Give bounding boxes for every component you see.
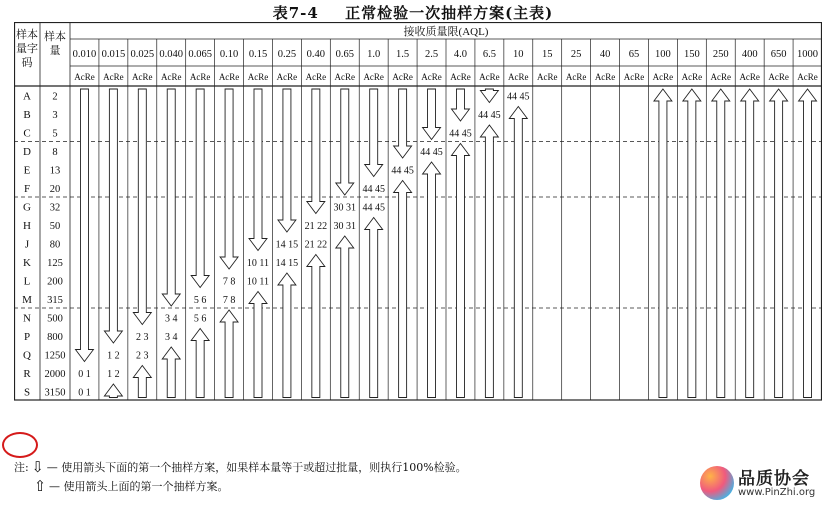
row-code: B <box>23 108 31 121</box>
row-code: Q <box>23 349 31 362</box>
up-arrow-icon <box>336 236 354 398</box>
row-size: 800 <box>47 331 63 343</box>
up-arrow-icon <box>191 329 209 398</box>
aql-value: 0.025 <box>130 49 155 60</box>
ac-re-label: AcRe <box>508 72 529 82</box>
row-code: F <box>23 182 31 195</box>
aql-value: 0.040 <box>159 49 184 60</box>
table-title <box>0 2 826 23</box>
ac-re-label: AcRe <box>421 72 442 82</box>
up-arrow-icon <box>741 89 759 398</box>
row-code: K <box>23 256 31 269</box>
ac-re-label: AcRe <box>74 72 95 82</box>
row-size: 3 <box>52 109 58 121</box>
down-arrow-icon <box>336 89 354 195</box>
ac-re-value: 44 45 <box>362 202 385 214</box>
ac-re-value: 44 45 <box>420 146 443 158</box>
down-arrow-icon <box>191 89 209 288</box>
aql-value: 150 <box>683 49 700 60</box>
down-arrow-icon <box>307 89 325 214</box>
logo-url: www.PinZhi.org <box>738 487 816 498</box>
row-size: 5 <box>52 128 58 140</box>
ac-re-label: AcRe <box>797 72 818 82</box>
up-arrow-icon <box>162 347 180 398</box>
ac-re-value: 30 31 <box>333 202 357 214</box>
ac-re-value: 1 2 <box>107 368 120 380</box>
row-code: S <box>23 386 31 399</box>
row-code: M <box>22 293 32 306</box>
aql-value: 0.40 <box>306 49 326 60</box>
ac-re-value: 30 31 <box>333 220 357 232</box>
row-code: L <box>23 275 31 288</box>
row-size: 32 <box>49 202 61 214</box>
up-arrow-icon <box>712 89 730 398</box>
ac-re-value: 21 22 <box>304 220 328 232</box>
ac-re-label: AcRe <box>536 72 558 82</box>
up-arrow-icon <box>220 310 238 398</box>
aql-value: 10 <box>513 49 524 60</box>
ac-re-value: 21 22 <box>304 239 328 251</box>
row-code: H <box>23 219 31 232</box>
up-arrow-icon <box>451 144 469 398</box>
ac-re-value: 44 45 <box>449 128 472 140</box>
header-code: 码 <box>21 57 33 69</box>
ac-re-label: AcRe <box>594 72 616 82</box>
aql-value: 0.10 <box>219 49 239 60</box>
up-arrow-icon <box>104 384 122 398</box>
aql-value: 1000 <box>797 49 819 60</box>
ac-re-label: AcRe <box>160 72 182 82</box>
note-down-text: — 使用箭头下面的第一个抽样方案，如果样本量等于或超过批量，则执行100%检验。 <box>46 461 467 474</box>
row-code: R <box>23 367 31 380</box>
ac-re-label: AcRe <box>768 72 789 82</box>
down-arrow-icon <box>249 89 267 251</box>
down-arrow-icon <box>278 89 296 232</box>
ac-re-value: 5 6 <box>193 313 207 325</box>
aql-value: 2.5 <box>424 49 439 60</box>
row-size: 80 <box>49 239 61 251</box>
down-arrow-icon <box>220 89 238 269</box>
note-down <box>14 458 467 477</box>
ac-re-value: 7 8 <box>222 276 236 288</box>
ac-re-label: AcRe <box>218 72 240 82</box>
row-code: E <box>23 164 31 177</box>
notes <box>14 458 467 496</box>
header-aql: 接收质量限(AQL) <box>403 26 489 38</box>
ac-re-value: 3 4 <box>164 313 178 325</box>
row-size: 125 <box>47 257 63 269</box>
ac-re-value: 5 6 <box>193 294 207 306</box>
ac-re-label: AcRe <box>652 72 674 82</box>
up-arrow-icon <box>394 181 412 398</box>
up-arrow-icon <box>799 89 817 398</box>
down-arrow-icon <box>394 89 412 158</box>
row-size: 500 <box>47 313 63 325</box>
up-arrow-icon <box>480 125 498 398</box>
aql-value: 0.065 <box>188 49 212 60</box>
ac-re-value: 10 11 <box>246 276 270 288</box>
table-number: 表7-4 <box>272 4 319 22</box>
ac-re-label: AcRe <box>132 72 153 82</box>
row-size: 200 <box>47 276 63 288</box>
down-arrow-icon <box>423 89 441 140</box>
up-arrow-icon <box>278 273 296 398</box>
ac-re-label: AcRe <box>363 72 384 82</box>
ac-re-value: 10 11 <box>246 257 270 269</box>
ac-re-value: 1 2 <box>107 350 120 362</box>
ac-re-label: AcRe <box>189 72 211 82</box>
aql-value: 100 <box>655 49 671 60</box>
note-up <box>14 477 467 496</box>
aql-value: 40 <box>599 49 611 60</box>
row-size: 3150 <box>44 387 66 399</box>
ac-re-label: AcRe <box>710 72 732 82</box>
ac-re-value: 2 3 <box>136 331 149 343</box>
logo-icon <box>700 466 734 500</box>
ac-re-value: 44 45 <box>507 91 530 103</box>
row-code: D <box>23 145 31 158</box>
ac-re-value: 3 4 <box>164 331 178 343</box>
down-arrow-icon <box>480 89 498 103</box>
header-code: 样本 <box>16 29 38 41</box>
ac-re-label: AcRe <box>681 72 703 82</box>
down-arrow-icon <box>75 89 93 362</box>
aql-value: 650 <box>770 49 787 60</box>
ac-re-label: AcRe <box>305 72 327 82</box>
ac-re-value: 0 1 <box>78 387 91 399</box>
ac-re-value: 2 3 <box>136 350 149 362</box>
header-size: 样本 <box>44 31 66 43</box>
down-arrow-icon <box>365 89 383 177</box>
up-arrow-icon <box>307 255 325 398</box>
ac-re-value: 0 1 <box>78 368 91 380</box>
note-prefix: 注: <box>14 461 29 474</box>
aql-value: 65 <box>628 49 640 60</box>
down-arrow-icon <box>162 89 180 306</box>
aql-value: 0.65 <box>335 49 354 60</box>
ac-re-label: AcRe <box>247 72 269 82</box>
highlight-circle <box>2 432 38 458</box>
site-logo[interactable] <box>700 464 824 504</box>
up-arrow-icon: ⇧ <box>33 477 47 495</box>
ac-re-value: 44 45 <box>391 165 414 177</box>
aql-value: 400 <box>741 49 758 60</box>
down-arrow-icon <box>104 89 122 343</box>
aql-value: 1.5 <box>396 49 410 60</box>
up-arrow-icon <box>509 107 527 398</box>
aql-value: 4.0 <box>453 49 468 60</box>
table-title-text: 正常检验一次抽样方案(主表) <box>345 4 554 22</box>
ac-re-value: 44 45 <box>478 109 501 121</box>
aql-value: 0.25 <box>277 49 297 60</box>
row-size: 13 <box>49 165 61 177</box>
ac-re-label: AcRe <box>623 72 645 82</box>
up-arrow-icon <box>770 89 788 398</box>
row-size: 1250 <box>44 350 66 362</box>
row-size: 2000 <box>44 368 66 380</box>
row-code: G <box>23 201 31 214</box>
row-code: P <box>23 330 31 343</box>
ac-re-label: AcRe <box>739 72 760 82</box>
up-arrow-icon <box>654 89 672 398</box>
header-size: 量 <box>49 45 61 57</box>
aql-value: 0.010 <box>72 49 97 60</box>
header-code: 量字 <box>16 43 38 55</box>
row-code: A <box>23 90 31 103</box>
down-arrow-icon <box>451 89 469 121</box>
down-arrow-icon <box>133 89 151 325</box>
row-size: 50 <box>49 220 61 232</box>
aql-value: 15 <box>541 49 553 60</box>
row-size: 315 <box>47 294 63 306</box>
up-arrow-icon <box>365 218 383 398</box>
ac-re-label: AcRe <box>565 72 587 82</box>
ac-re-value: 14 15 <box>275 239 299 251</box>
aql-value: 1.0 <box>367 49 381 60</box>
row-code: C <box>23 127 31 140</box>
ac-re-label: AcRe <box>392 72 413 82</box>
aql-value: 250 <box>712 49 729 60</box>
ac-re-value: 44 45 <box>362 183 385 195</box>
aql-value: 0.15 <box>248 49 268 60</box>
ac-re-label: AcRe <box>103 72 124 82</box>
ac-re-label: AcRe <box>276 72 298 82</box>
down-arrow-icon: ⇩ <box>31 458 44 476</box>
note-up-text: — 使用箭头上面的第一个抽样方案。 <box>49 480 229 493</box>
up-arrow-icon <box>249 292 267 398</box>
logo-name: 品质协会 <box>738 469 810 489</box>
sampling-table <box>14 22 822 456</box>
ac-re-label: AcRe <box>334 72 356 82</box>
row-size: 2 <box>52 91 58 103</box>
ac-re-label: AcRe <box>450 72 471 82</box>
row-code: N <box>23 312 31 325</box>
row-code: J <box>24 238 30 251</box>
aql-value: 0.015 <box>101 49 126 60</box>
row-size: 20 <box>49 183 61 195</box>
up-arrow-icon <box>683 89 701 398</box>
ac-re-value: 7 8 <box>222 294 236 306</box>
aql-value: 6.5 <box>482 49 496 60</box>
ac-re-value: 14 15 <box>275 257 299 269</box>
row-size: 8 <box>52 146 58 158</box>
aql-value: 25 <box>570 49 582 60</box>
ac-re-label: AcRe <box>479 72 500 82</box>
up-arrow-icon <box>133 366 151 398</box>
